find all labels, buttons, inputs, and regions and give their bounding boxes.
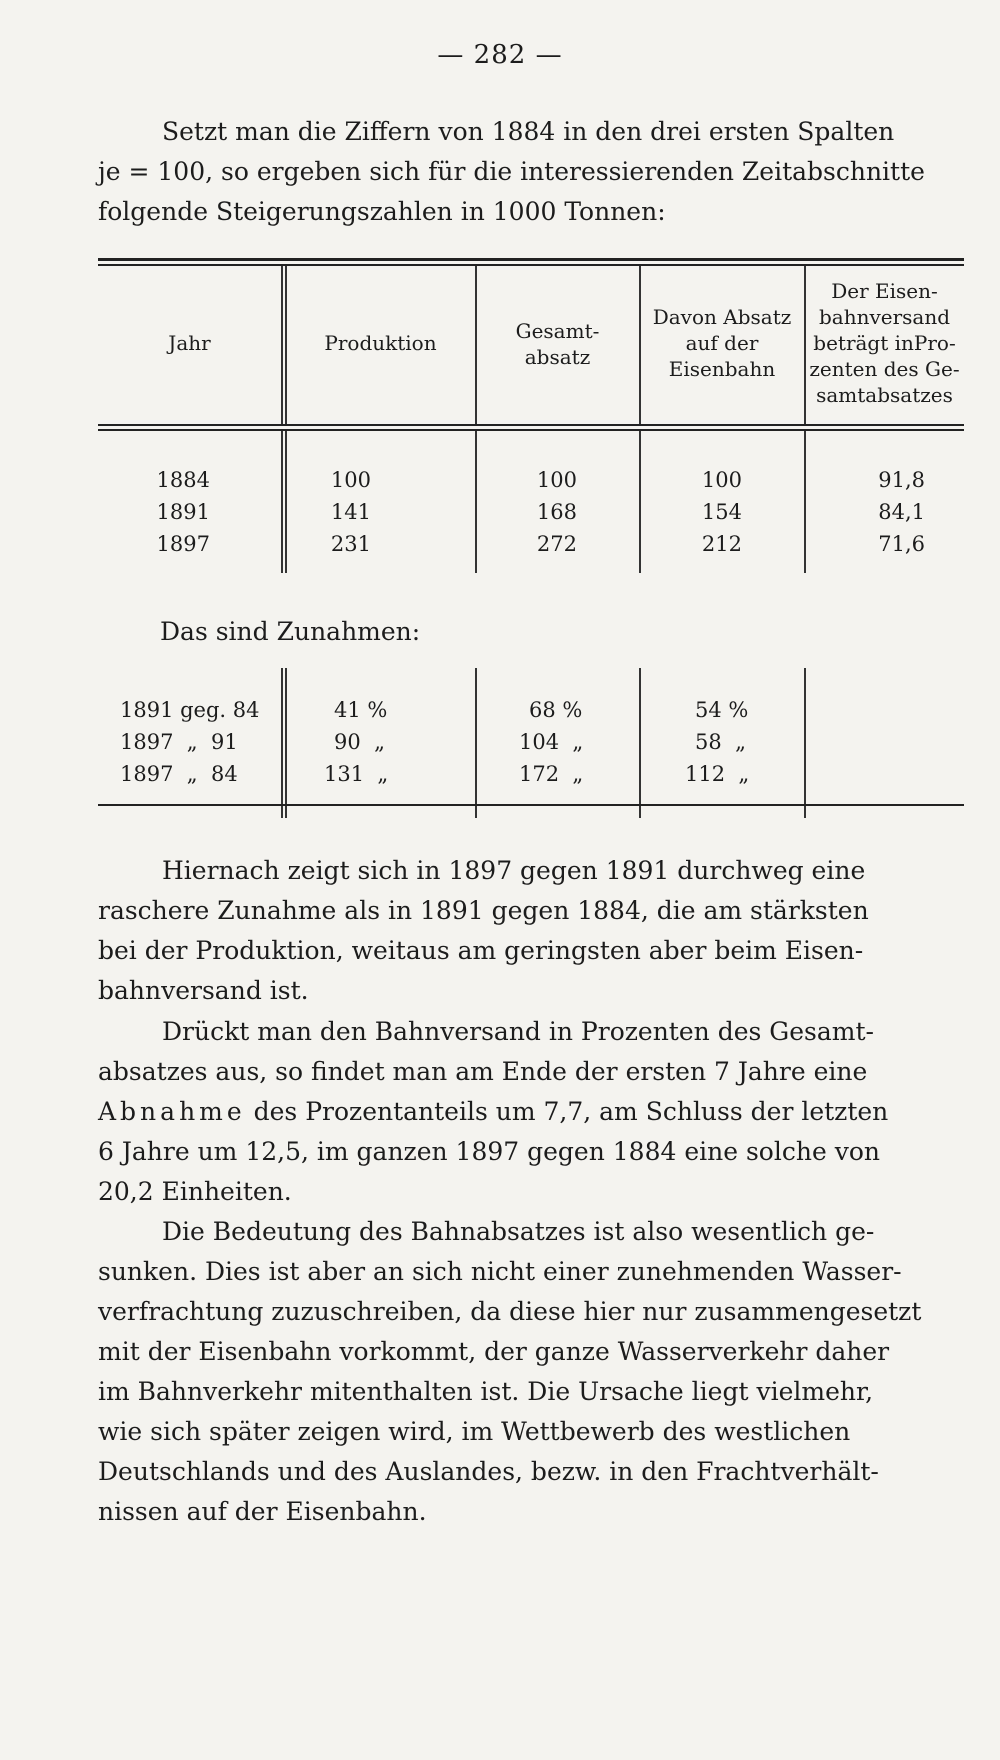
table-cell: 91,8 bbox=[878, 468, 925, 492]
col-divider bbox=[639, 668, 641, 818]
col-divider bbox=[475, 668, 477, 818]
col-divider bbox=[285, 668, 287, 818]
paragraph-2 bbox=[98, 851, 960, 1011]
table-bottom-rule bbox=[98, 804, 964, 806]
table-cell: 131 „ bbox=[324, 762, 389, 786]
col-divider bbox=[281, 431, 283, 573]
paragraph-3-line: Drückt man den Bahnversand in Prozenten des Gesamt- bbox=[162, 1017, 874, 1046]
table-cell: 58 „ bbox=[695, 730, 746, 754]
table-cell: 231 bbox=[330, 532, 371, 556]
table-cell: 1891 bbox=[156, 500, 210, 524]
table-cell: 141 bbox=[330, 500, 371, 524]
table-cell: 100 bbox=[536, 468, 577, 492]
paragraph-3-line: absatzes aus, so findet man am Ende der ersten 7 Jahre eine bbox=[98, 1057, 868, 1086]
paragraph-3-line bbox=[98, 1092, 960, 1132]
table-cell: 100 bbox=[701, 468, 742, 492]
header-rail-sales: Davon Absatz auf der Eisenbahn bbox=[652, 305, 792, 381]
table-cell: 212 bbox=[701, 532, 742, 556]
intro-line-3: folgende Steigerungszahlen in 1000 Tonnen: bbox=[98, 197, 666, 226]
paragraph-4-line: nissen auf der Eisenbahn. bbox=[98, 1497, 427, 1526]
table-cell: 168 bbox=[536, 500, 577, 524]
statistics-table bbox=[98, 258, 964, 818]
paragraph-3 bbox=[98, 1012, 960, 1212]
table-cell: 112 „ bbox=[685, 762, 750, 786]
paragraph-2-line: raschere Zunahme als in 1891 gegen 1884, die am stärksten bbox=[98, 896, 869, 925]
header-year: Jahr bbox=[168, 331, 211, 355]
table-cell: 272 bbox=[536, 532, 577, 556]
paragraph-4-line: wie sich später zeigen wird, im Wettbewerb des westlichen bbox=[98, 1417, 851, 1446]
header-rule-2 bbox=[98, 429, 964, 431]
table-cell: 41 % bbox=[334, 698, 388, 722]
table-cell: 1897 bbox=[156, 532, 210, 556]
header-rail-percent: Der Eisen- bahnversand beträgt inPro- zenten des Ge- samtabsatzes bbox=[809, 279, 960, 407]
col-divider bbox=[281, 266, 283, 424]
paragraph-3-line: 6 Jahre um 12,5, im ganzen 1897 gegen 1884 eine solche von bbox=[98, 1137, 880, 1166]
col-divider bbox=[281, 668, 283, 818]
table-cell: 68 % bbox=[529, 698, 583, 722]
paragraph-3-line-rest: des Prozentanteils um 7,7, am Schluss der letzten bbox=[245, 1097, 889, 1126]
table-cell: 90 „ bbox=[334, 730, 385, 754]
paragraph-4-line: Deutschlands und des Auslandes, bezw. in den Frachtverhält- bbox=[98, 1457, 879, 1486]
paragraph-4-line: sunken. Dies ist aber an sich nicht einer zunehmenden Wasser- bbox=[98, 1257, 902, 1286]
paragraph-4 bbox=[98, 1212, 960, 1532]
paragraph-2-line: Hiernach zeigt sich in 1897 gegen 1891 durchweg eine bbox=[162, 856, 866, 885]
paragraph-4-line: verfrachtung zuzuschreiben, da diese hier nur zusammengesetzt bbox=[98, 1297, 922, 1326]
page-number: — 282 — bbox=[437, 40, 563, 70]
table-cell: 1891 geg. 84 bbox=[120, 698, 260, 722]
header-production: Produktion bbox=[324, 331, 437, 355]
paragraph-2-line: bahnversand ist. bbox=[98, 976, 309, 1005]
table-cell: 100 bbox=[330, 468, 371, 492]
table-cell: 1884 bbox=[156, 468, 210, 492]
intro-line-1: Setzt man die Ziffern von 1884 in den drei ersten Spalten bbox=[162, 117, 895, 146]
intro-line-2: je = 100, so ergeben sich für die interessierenden Zeitabschnitte bbox=[98, 157, 925, 186]
table-cell: 84,1 bbox=[878, 500, 925, 524]
header-rule bbox=[98, 424, 964, 426]
intro-paragraph bbox=[98, 112, 960, 232]
paragraph-4-line: Die Bedeutung des Bahnabsatzes ist also wesentlich ge- bbox=[162, 1217, 875, 1246]
table-cell: 154 bbox=[701, 500, 742, 524]
table-cell: 71,6 bbox=[878, 532, 925, 556]
table-cell: 172 „ bbox=[519, 762, 584, 786]
table-cell: 1897 „ 91 bbox=[120, 730, 238, 754]
paragraph-4-line: im Bahnverkehr mitenthalten ist. Die Ursache liegt vielmehr, bbox=[98, 1377, 874, 1406]
table-cell: 1897 „ 84 bbox=[120, 762, 238, 786]
header-total-sales: Gesamt- absatz bbox=[515, 319, 600, 369]
table-top-rule bbox=[98, 258, 964, 261]
table-cell: 104 „ bbox=[519, 730, 584, 754]
increase-title: Das sind Zunahmen: bbox=[160, 617, 421, 646]
paragraph-4-line: mit der Eisenbahn vorkommt, der ganze Wasserverkehr daher bbox=[98, 1337, 890, 1366]
table-cell: 54 % bbox=[695, 698, 749, 722]
paragraph-2-line: bei der Produktion, weitaus am geringsten aber beim Eisen- bbox=[98, 936, 864, 965]
table-top-rule-thin bbox=[98, 264, 964, 266]
paragraph-3-line: 20,2 Einheiten. bbox=[98, 1177, 292, 1206]
emphasized-word: Abnahme bbox=[98, 1097, 246, 1126]
